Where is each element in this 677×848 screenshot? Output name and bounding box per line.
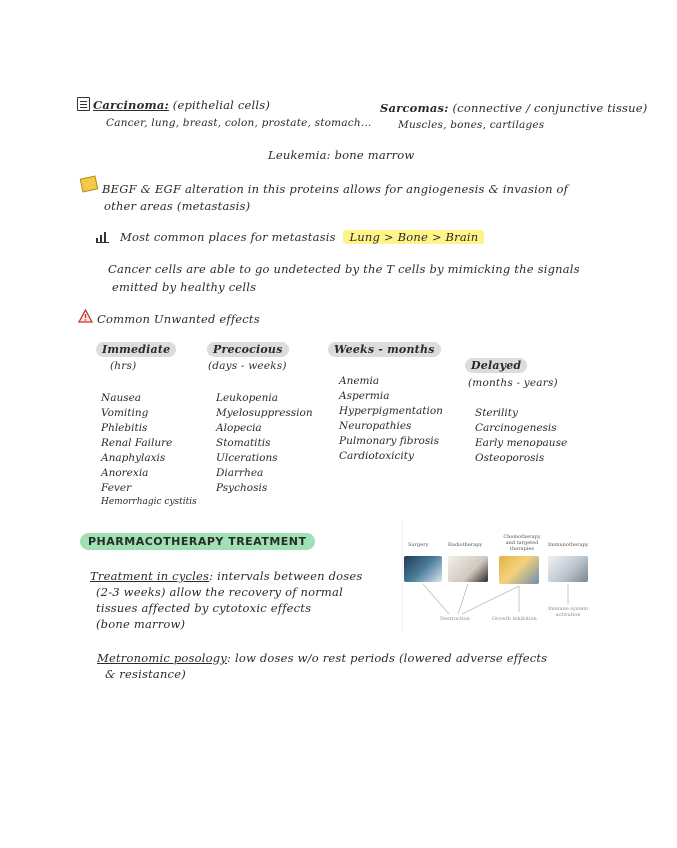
col-precocious-header: Precocious <box>207 342 289 357</box>
list-item: Renal Failure <box>101 437 173 449</box>
list-item: Nausea <box>101 392 142 404</box>
list-item: Ulcerations <box>216 452 278 464</box>
sarcoma-qualifier: (connective / conjunctive tissue) <box>452 101 648 115</box>
metastasis-prefix: Most common places for metastasis <box>120 230 336 244</box>
metastasis-line <box>120 230 484 244</box>
list-item: Hemorrhagic cystitis <box>101 497 197 507</box>
cycles-line4: (bone marrow) <box>96 617 186 631</box>
treatment-diagram <box>402 520 592 632</box>
list-item: Aspermia <box>339 390 390 402</box>
sticky-note-icon <box>80 175 99 192</box>
diagram-label-radiotherapy: Radiotherapy <box>448 542 483 548</box>
diagram-outcome-growth-inhibition: Growth inhibition <box>492 616 537 622</box>
list-item: Leukopenia <box>216 392 278 404</box>
list-item: Neuropathies <box>339 420 412 432</box>
diagram-outcome-immune-activation: Immune system activation <box>547 606 589 618</box>
cycles-line1 <box>90 569 362 583</box>
metronomic-text: : low doses w/o rest periods (lowered adverse effects <box>227 651 548 665</box>
cycles-text: : intervals between doses <box>209 569 363 583</box>
pharmacotherapy-title: PHARMACOTHERAPY TREATMENT <box>80 533 315 550</box>
sarcoma-title: Sarcomas: <box>380 101 449 115</box>
col-immediate-list <box>101 392 197 507</box>
carcinoma-examples: Cancer, lung, breast, colon, prostate, stomach… <box>106 117 372 129</box>
diagram-label-surgery: Surgery <box>408 542 429 548</box>
sarcoma-examples: Muscles, bones, cartilages <box>398 119 545 131</box>
diagram-label-immunotherapy: Immunotherapy <box>548 542 589 548</box>
list-item: Phlebitis <box>101 422 148 434</box>
col-immediate-header: Immediate <box>96 342 176 357</box>
list-item: Cardiotoxicity <box>339 450 414 462</box>
list-item: Alopecia <box>216 422 262 434</box>
carcinoma-heading <box>93 98 270 112</box>
list-item: Myelosuppression <box>216 407 313 419</box>
metastasis-sites: Lung > Bone > Brain <box>343 230 484 244</box>
list-item: Sterility <box>475 407 518 419</box>
metronomic-term: Metronomic posology <box>97 651 228 665</box>
growth-factors-line1: BEGF & EGF alteration in this proteins allows for angiogenesis & invasion of <box>102 182 569 196</box>
sarcoma-heading <box>380 101 647 115</box>
list-item: Hyperpigmentation <box>339 405 443 417</box>
col-precocious-sub: (days - weeks) <box>208 360 287 372</box>
col-immediate-sub: (hrs) <box>110 360 137 372</box>
list-item: Fever <box>101 482 132 494</box>
immune-evasion-line2: emitted by healthy cells <box>112 280 257 294</box>
list-item: Psychosis <box>216 482 268 494</box>
cycles-line2: (2-3 weeks) allow the recovery of normal <box>96 585 343 599</box>
col-delayed-list <box>475 407 567 464</box>
list-item: Anemia <box>339 375 380 387</box>
list-item: Pulmonary fibrosis <box>339 435 439 447</box>
bar-chart-icon <box>96 232 109 243</box>
list-icon <box>77 97 90 111</box>
col-precocious-list <box>216 392 313 494</box>
col-delayed-sub: (months - years) <box>468 377 558 389</box>
col-weeks-months-list <box>339 375 443 462</box>
warning-icon <box>78 309 93 323</box>
effects-heading: Common Unwanted effects <box>97 312 260 326</box>
list-item: Osteoporosis <box>475 452 545 464</box>
leukemia-line: Leukemia: bone marrow <box>268 148 415 162</box>
list-item: Early menopause <box>475 437 568 449</box>
list-item: Diarrhea <box>216 467 264 479</box>
diagram-label-chemotherapy: Chemotherapy and targeted therapies <box>503 534 541 552</box>
carcinoma-qualifier: (epithelial cells) <box>172 98 271 112</box>
growth-factors-line2: other areas (metastasis) <box>104 199 251 213</box>
list-item: Carcinogenesis <box>475 422 557 434</box>
carcinoma-title: Carcinoma: <box>93 98 169 112</box>
metronomic-line2: & resistance) <box>105 667 186 681</box>
col-delayed-header: Delayed <box>465 358 527 373</box>
list-item: Anorexia <box>101 467 149 479</box>
col-weeks-months-header: Weeks - months <box>328 342 441 357</box>
list-item: Stomatitis <box>216 437 271 449</box>
metronomic-line1 <box>97 651 547 665</box>
list-item: Anaphylaxis <box>101 452 166 464</box>
immune-evasion-line1: Cancer cells are able to go undetected by the T cells by mimicking the signals <box>108 262 580 276</box>
diagram-outcome-destruction: Destruction <box>440 616 470 622</box>
cycles-line3: tissues affected by cytotoxic effects <box>96 601 312 615</box>
list-item: Vomiting <box>101 407 149 419</box>
cycles-term: Treatment in cycles <box>90 569 210 583</box>
